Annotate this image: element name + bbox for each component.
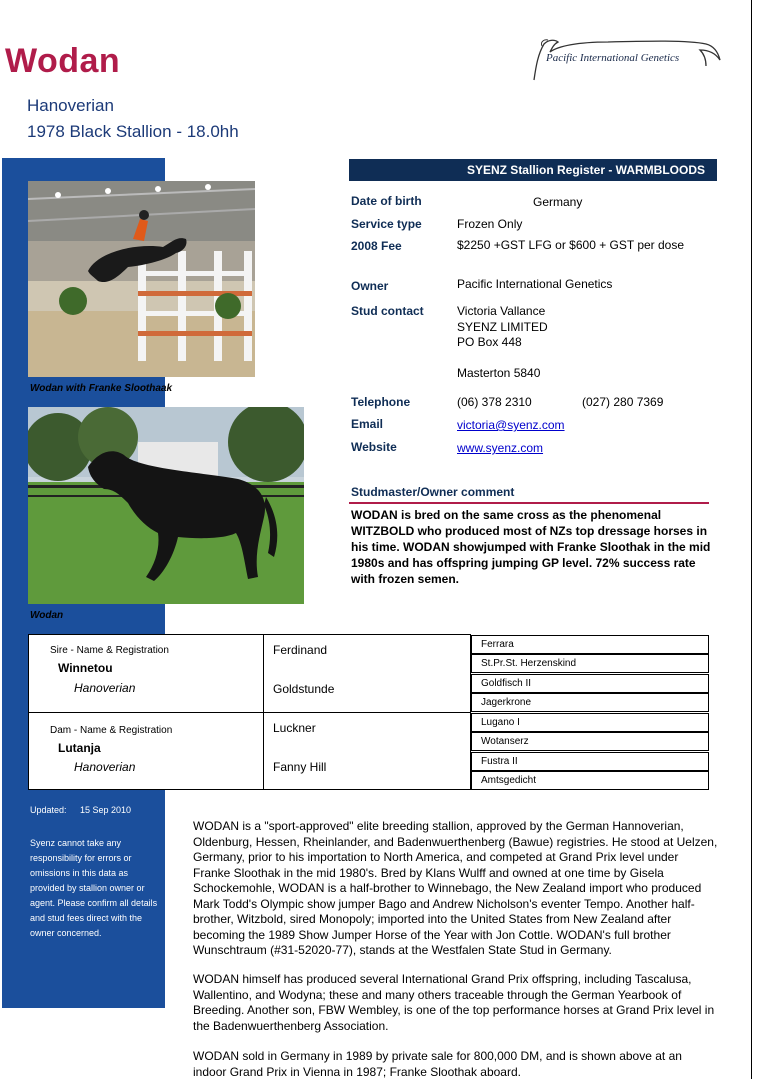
email-label: Email [351,417,384,431]
service-value: Frozen Only [457,217,523,231]
telephone-value-1: (06) 378 2310 [457,395,532,409]
stud-contact-label: Stud contact [351,304,424,318]
grandparent-1: Ferdinand [273,643,328,657]
owner-value: Pacific International Genetics [457,277,613,291]
stud-contact-line3: PO Box 448 [457,335,522,349]
grandparent-4: Fanny Hill [273,760,327,774]
telephone-value-2: (027) 280 7369 [582,395,664,409]
sire-name: Winnetou [58,661,113,675]
sire-registration: Hanoverian [74,681,136,695]
comment-divider [349,502,709,504]
great-grandparent-8: Amtsgedicht [471,771,709,790]
page-border-line [751,0,752,1079]
telephone-label: Telephone [351,395,411,409]
great-grandparent-5: Lugano I [471,713,709,732]
photo-stallion [28,407,304,604]
stud-contact-line4: Masterton 5840 [457,366,541,380]
register-header: SYENZ Stallion Register - WARMBLOODS [349,159,717,181]
body-paragraph-1: WODAN is a "sport-approved" elite breeding stallion, approved by the German Hannoverian, Oldenburg, Hessen, Rheinlander, and Badenwuerthenberg (Bawue) registries. He stood at Uelzen, Germany, prior to his importation to North America, and competed at Grand Prix level under Franke Sloothak in the mid 1980's. Bred by Klans Wulff and owned at one time by Gisela Schockemohle, WODAN is a half-brother to Winnebago, the New Zealand import who produced Mark Todd's Olympic show jumper Bago and Andrew Nicholson's eventer Tempo. Another half-brother, Witzbold, sired Monopoly; imported into the United States from New Zealand after becoming the 1989 Show Jumper Horse of the Year with Jon Cottle. WODAN's full brother Wunschtraum (#31-52020-77), stands at the Westfalen State Stud in Germany. [193,819,718,957]
breed: Hanoverian [27,96,114,115]
fee-label: 2008 Fee [351,239,402,253]
photo-caption-2: Wodan [30,610,64,621]
dam-name: Lutanja [58,741,101,755]
dam-registration: Hanoverian [74,760,136,774]
page-title: Wodan [5,42,121,80]
pedigree-divider [264,712,470,713]
logo-text: Pacific International Genetics [546,52,680,64]
fee-value: $2250 +GST LFG or $600 + GST per dose [457,238,685,252]
stud-contact-line1: Victoria Vallance [457,304,546,318]
horse-description: 1978 Black Stallion - 18.0hh [27,122,239,141]
email-link[interactable]: victoria@syenz.com [457,418,565,432]
owner-label: Owner [351,279,389,293]
grandparent-3: Luckner [273,721,316,735]
comment-text: WODAN is bred on the same cross as the phenomenal WITZBOLD who produced most of NZs top dressage horses in his time. WODAN showjumped with Franke Sloothak in the mid 1980s and has offspring jumping GP level. 72% success rate with frozen semen. [351,508,711,586]
body-paragraph-3: WODAN sold in Germany in 1989 by private sale for 800,000 DM, and is shown above at an indoor Grand Prix in Vienna in 1987; Franke Sloothak aboard. [193,1049,682,1079]
great-grandparent-3: Goldfisch II [471,674,709,693]
comment-heading: Studmaster/Owner comment [351,485,515,499]
dam-label: Dam - Name & Registration [50,725,173,736]
great-grandparent-1: Ferrara [471,635,709,654]
dob-value: Germany [533,195,583,209]
body-paragraph-2: WODAN himself has produced several International Grand Prix offspring, including Tascalusa, Wallentino, and Wodyna; these and many others traceable through the German Yearbook of Breeding. Another son, FBW Wembley, is one of the top performance horses at Grand Prix level in the Badenwuerthenberg Association. [193,972,715,1033]
service-label: Service type [351,217,422,231]
photo-show-jumping [28,181,255,377]
dob-label: Date of birth [351,194,422,208]
pedigree-parents [28,634,264,790]
disclaimer: Syenz cannot take any responsibility for errors or omissions in this data as provided by stallion owner or agent. Please confirm all details and stud fees direct with the owner concerned. [30,838,158,938]
great-grandparent-7: Fustra II [471,752,709,771]
photo-caption-1: Wodan with Franke Sloothaak [30,383,173,394]
sire-label: Sire - Name & Registration [50,645,169,656]
updated-label: Updated: [30,805,67,815]
website-link[interactable]: www.syenz.com [457,441,544,455]
great-grandparent-6: Wotanserz [471,732,709,751]
stud-contact-line2: SYENZ LIMITED [457,320,548,334]
updated-value: 15 Sep 2010 [80,805,132,815]
pedigree-divider [29,712,263,713]
great-grandparent-2: St.Pr.St. Herzenskind [471,654,709,673]
website-label: Website [351,440,397,454]
grandparent-2: Goldstunde [273,682,335,696]
great-grandparent-4: Jagerkrone [471,693,709,712]
